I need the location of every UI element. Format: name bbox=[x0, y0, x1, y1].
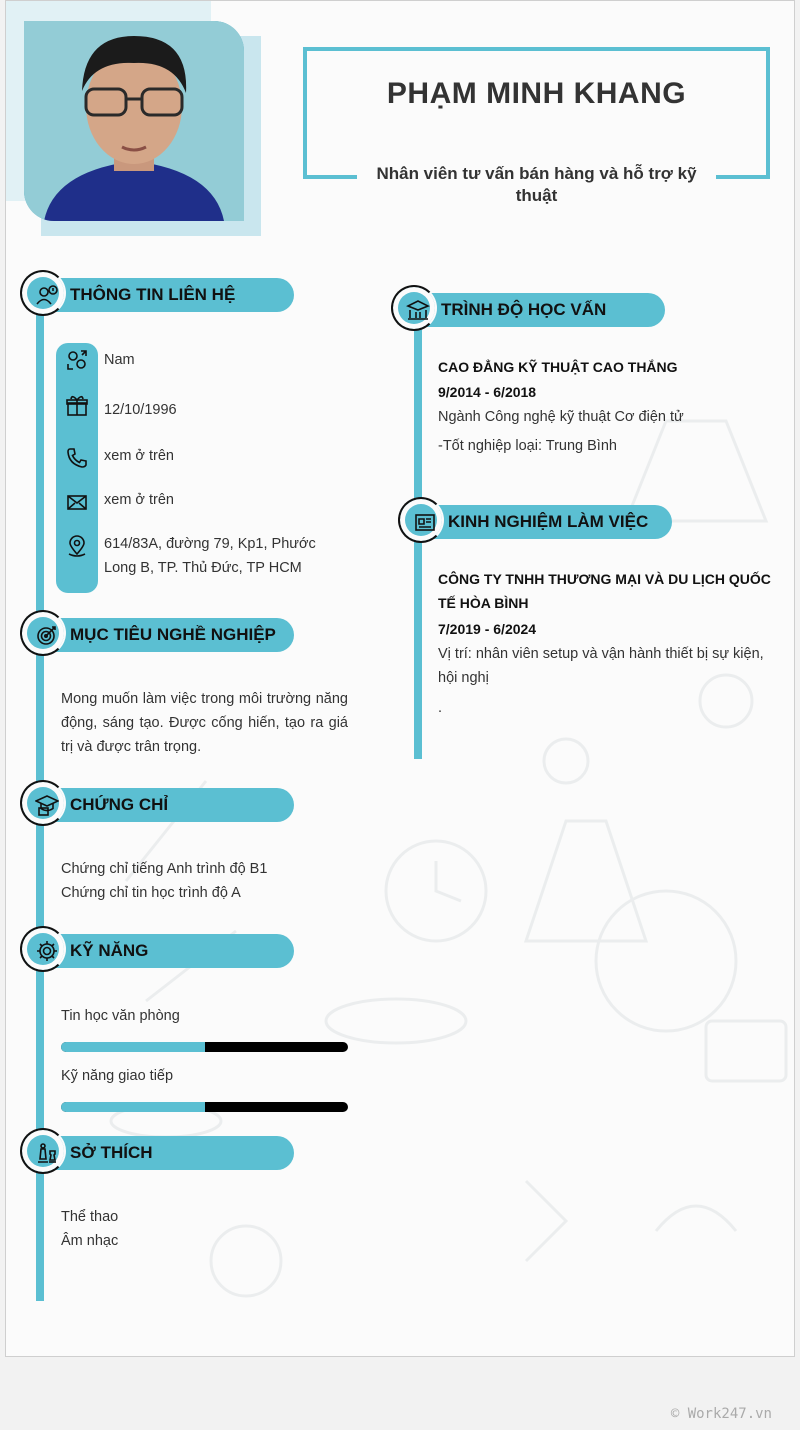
gift-icon bbox=[65, 394, 89, 418]
location-icon bbox=[65, 534, 89, 558]
name-box bbox=[303, 47, 770, 205]
experience-extra: . bbox=[438, 700, 443, 716]
education-heading: TRÌNH ĐỘ HỌC VẤN bbox=[441, 300, 607, 319]
footer-watermark: © Work247.vn bbox=[670, 1406, 772, 1422]
objective-text: Mong muốn làm việc trong môi trường năng động, sáng tạo. Được cống hiến, tạo ra giá trị và được trân trọng. bbox=[61, 691, 348, 755]
cv-sheet bbox=[5, 0, 795, 1357]
section-contact-header bbox=[22, 278, 294, 312]
contact-birthday: 12/10/1996 bbox=[104, 402, 177, 418]
experience-heading: KINH NGHIỆM LÀM VIỆC bbox=[448, 512, 649, 531]
hobby-item: Thể thao bbox=[61, 1209, 119, 1225]
skill-name: Tin học văn phòng bbox=[61, 1008, 180, 1024]
section-objective-header bbox=[22, 618, 294, 652]
education-period: 9/2014 - 6/2018 bbox=[438, 384, 537, 400]
candidate-name: PHẠM MINH KHANG bbox=[386, 77, 687, 110]
user-icon bbox=[35, 283, 59, 307]
objective-heading: MỤC TIÊU NGHỀ NGHIỆP bbox=[70, 625, 276, 644]
gear-icon bbox=[35, 939, 59, 963]
skills-heading: KỸ NĂNG bbox=[70, 941, 149, 960]
contact-email: xem ở trên bbox=[104, 492, 174, 508]
skill-level-fill bbox=[61, 1102, 205, 1112]
phone-icon bbox=[65, 446, 89, 470]
contact-gender: Nam bbox=[104, 352, 135, 368]
section-certificates-header bbox=[22, 788, 294, 822]
profile-photo bbox=[24, 21, 244, 221]
section-education-header bbox=[393, 293, 665, 327]
chess-icon bbox=[35, 1141, 59, 1165]
certificate-item: Chứng chỉ tiếng Anh trình độ B1 bbox=[61, 861, 268, 877]
certificate-item: Chứng chỉ tin học trình độ A bbox=[61, 885, 241, 901]
skill-name: Kỹ năng giao tiếp bbox=[61, 1068, 174, 1084]
mail-icon bbox=[65, 490, 89, 514]
gender-icon bbox=[65, 348, 89, 372]
education-major: Ngành Công nghệ kỹ thuật Cơ điện tử bbox=[438, 409, 684, 425]
section-experience-header bbox=[400, 505, 672, 539]
education-school: CAO ĐẲNG KỸ THUẬT CAO THẮNG bbox=[438, 359, 678, 375]
experience-position: Vị trí: nhân viên setup và vận hành thiết bị sự kiện, hội nghị bbox=[438, 646, 764, 686]
education-grade: -Tốt nghiệp loại: Trung Bình bbox=[438, 438, 617, 454]
target-icon bbox=[35, 623, 59, 647]
job-title: Nhân viên tư vấn bán hàng và hỗ trợ kỹ thuật bbox=[357, 163, 716, 207]
certificates-heading: CHỨNG CHỈ bbox=[70, 795, 169, 814]
briefcase-icon bbox=[413, 510, 437, 534]
section-hobbies-header bbox=[22, 1136, 294, 1170]
school-icon bbox=[406, 298, 430, 322]
skill-level-fill bbox=[61, 1042, 205, 1052]
contact-heading: THÔNG TIN LIÊN HỆ bbox=[70, 285, 236, 304]
hobby-item: Âm nhạc bbox=[61, 1233, 119, 1249]
skill-level-bar bbox=[61, 1042, 348, 1052]
graduation-icon bbox=[35, 793, 59, 817]
contact-address: 614/83A, đường 79, Kp1, Phước Long B, TP. Thủ Đức, TP HCM bbox=[104, 536, 316, 576]
section-skills-header bbox=[22, 934, 294, 968]
experience-period: 7/2019 - 6/2024 bbox=[438, 621, 537, 637]
skill-level-bar bbox=[61, 1102, 348, 1112]
experience-company: CÔNG TY TNHH THƯƠNG MẠI VÀ DU LỊCH QUỐC TẾ HÒA BÌNH bbox=[438, 571, 771, 611]
contact-phone: xem ở trên bbox=[104, 448, 174, 464]
hobbies-heading: SỞ THÍCH bbox=[70, 1143, 153, 1162]
